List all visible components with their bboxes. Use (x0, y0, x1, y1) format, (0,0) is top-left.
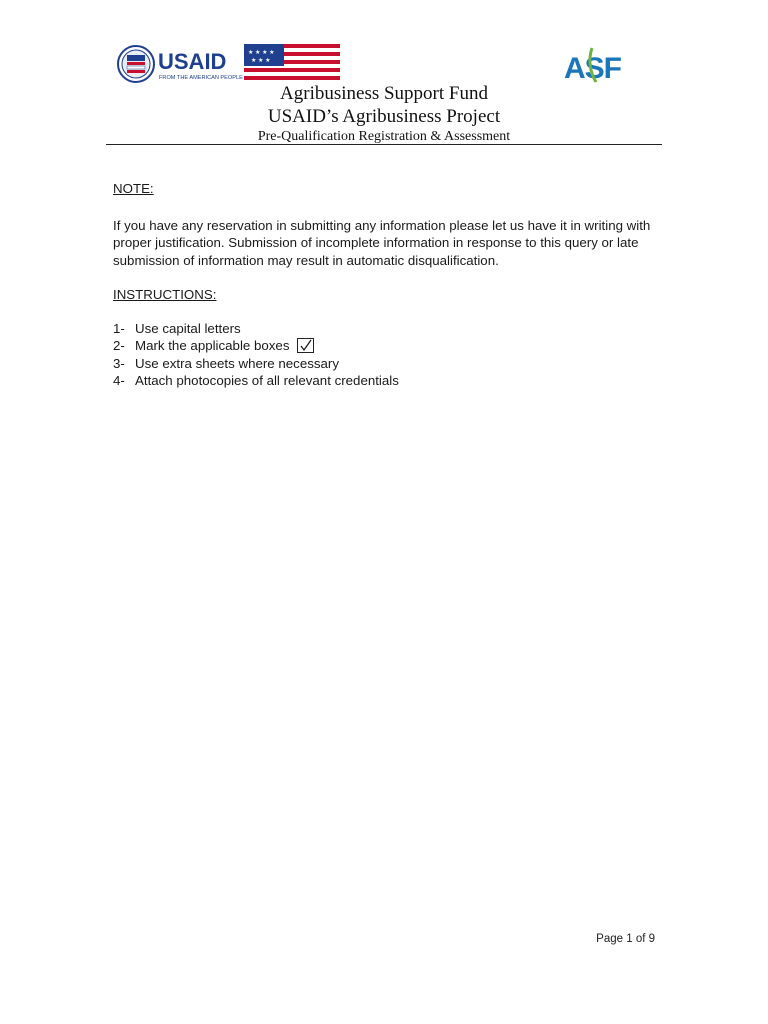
svg-text:ASF: ASF (564, 52, 621, 85)
svg-text:★ ★ ★: ★ ★ ★ (251, 58, 271, 64)
instructions-list (113, 320, 658, 390)
usaid-tagline: FROM THE AMERICAN PEOPLE (159, 75, 243, 81)
page-number: Page 1 of 9 (596, 933, 655, 945)
usaid-wordmark: USAID (158, 49, 227, 74)
title-line-2: USAID’s Agribusiness Project (267, 106, 501, 127)
instructions-heading: INSTRUCTIONS: (113, 287, 217, 302)
usaid-logo (116, 42, 342, 86)
asf-logo (562, 42, 628, 86)
list-item: 3- Use extra sheets where necessary (113, 355, 339, 371)
us-flag-icon (244, 44, 340, 82)
title-line-1: Agribusiness Support Fund (280, 83, 488, 104)
list-item: 2- Mark the applicable boxes (113, 337, 658, 355)
title-block (106, 82, 662, 146)
document-body (113, 180, 658, 390)
note-heading: NOTE: (113, 181, 154, 196)
header-divider (106, 144, 662, 145)
list-item: 1- Use capital letters (113, 320, 241, 336)
note-paragraph: If you have any reservation in submitting any information please let us have it in writing with proper justification. Submission of incomplete information in response to this query or late submission of information may result in automatic disqualification. (113, 217, 651, 268)
list-item: 4- Attach photocopies of all relevant credentials (113, 373, 399, 388)
checkbox-checked-icon (297, 338, 314, 353)
page-header (106, 40, 662, 146)
svg-text:★ ★ ★ ★: ★ ★ ★ ★ (248, 50, 275, 56)
subtitle: Pre-Qualification Registration & Assessment (257, 129, 511, 144)
